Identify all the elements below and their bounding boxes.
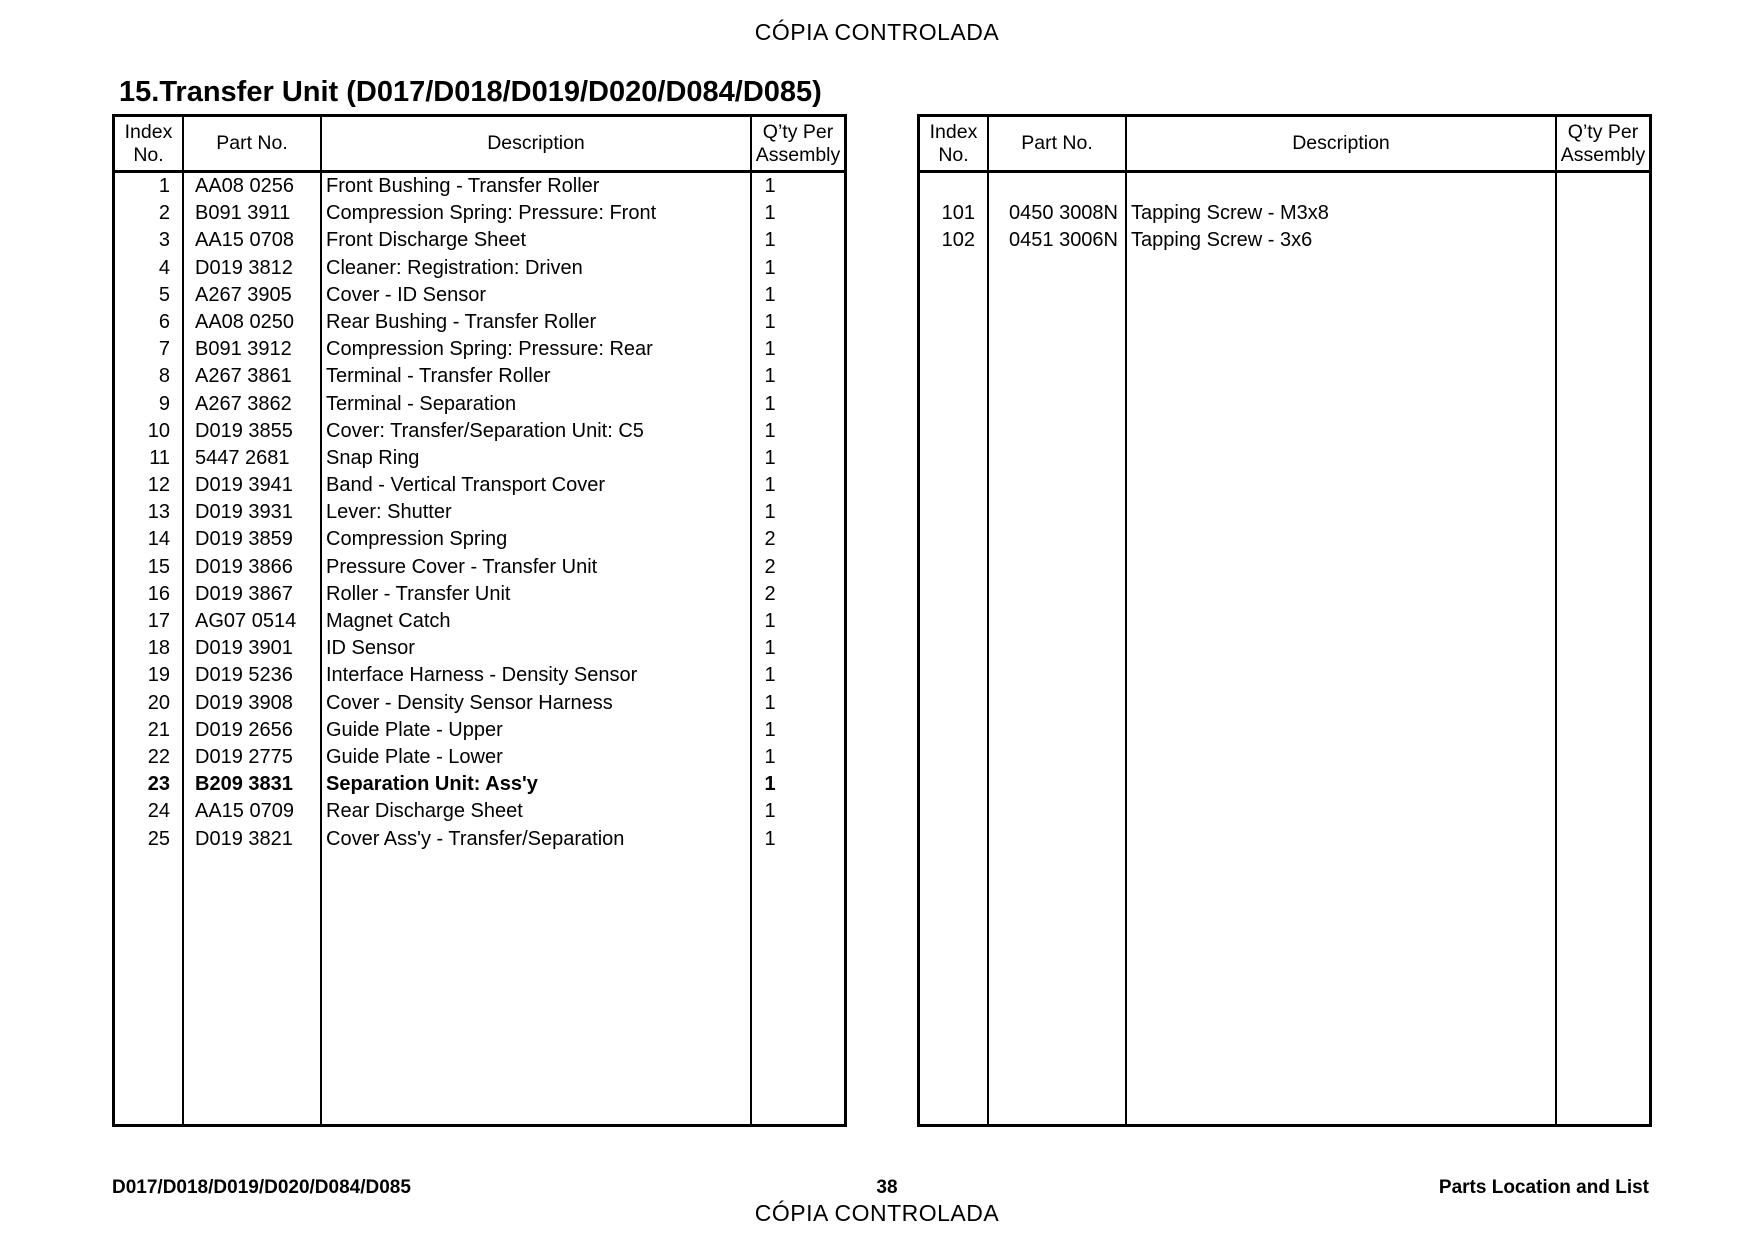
index-cell: 25	[147, 827, 170, 850]
index-cell: 16	[147, 582, 170, 605]
table-row	[115, 227, 844, 254]
table-row	[115, 173, 844, 200]
description-cell: Snap Ring	[326, 446, 420, 469]
table-row	[115, 771, 844, 798]
qty-cell: 1	[764, 773, 776, 796]
table-row	[115, 554, 844, 581]
qty-cell: 1	[764, 745, 776, 768]
description-cell: Terminal - Transfer Roller	[326, 365, 551, 388]
index-cell	[920, 173, 975, 200]
description-cell: Magnet Catch	[326, 610, 451, 632]
description-cell: Front Discharge Sheet	[326, 229, 527, 252]
table-row	[920, 173, 1649, 200]
part-no-cell: AA08 0256	[195, 175, 294, 197]
table-row	[115, 282, 844, 309]
index-cell: 18	[147, 637, 170, 660]
part-no-cell: A267 3862	[195, 392, 292, 415]
table-row	[115, 826, 844, 853]
description-cell: Tapping Screw - M3x8	[1131, 202, 1329, 225]
index-cell: 3	[158, 229, 170, 252]
part-no-cell: 0450 3008N	[1009, 202, 1118, 225]
part-no-cell: AA08 0250	[195, 310, 294, 333]
table-row	[115, 526, 844, 553]
part-no-cell: D019 3908	[195, 691, 293, 714]
table-row	[115, 690, 844, 717]
qty-cell: 1	[764, 365, 776, 388]
part-no-cell: B209 3831	[195, 773, 293, 796]
index-cell: 12	[147, 474, 170, 497]
header-part-no: Part No.	[216, 132, 288, 154]
part-no-cell: D019 3859	[195, 528, 293, 551]
table-header	[115, 117, 844, 173]
part-no-cell: D019 3866	[195, 555, 293, 578]
qty-cell: 1	[764, 827, 776, 850]
part-no-cell: D019 2775	[195, 745, 293, 768]
description-cell: Interface Harness - Density Sensor	[326, 664, 638, 687]
description-cell: Band - Vertical Transport Cover	[326, 474, 606, 497]
part-no-cell: D019 3931	[195, 501, 293, 524]
qty-cell: 1	[764, 800, 776, 823]
qty-cell: 1	[764, 283, 776, 306]
table-row	[920, 227, 1649, 254]
table-row	[115, 391, 844, 418]
table-header	[920, 117, 1649, 173]
description-cell: Pressure Cover - Transfer Unit	[326, 555, 598, 578]
index-cell: 13	[147, 501, 170, 524]
qty-cell: 1	[764, 310, 776, 333]
column-divider	[987, 117, 989, 1124]
index-cell: 15	[147, 555, 170, 578]
column-divider	[1125, 117, 1127, 1124]
footer-models: D017/D018/D019/D020/D084/D085	[112, 1177, 411, 1198]
table-row	[115, 472, 844, 499]
qty-cell: 1	[764, 664, 776, 687]
table-row	[115, 798, 844, 825]
header-qty: Q’ty Per Assembly	[755, 120, 841, 166]
part-no-cell: AG07 0514	[195, 610, 297, 632]
description-cell: Cover: Transfer/Separation Unit: C5	[326, 419, 644, 442]
index-cell: 7	[158, 338, 170, 361]
description-cell: Cleaner: Registration: Driven	[326, 256, 583, 279]
description-cell: Rear Discharge Sheet	[326, 800, 523, 823]
description-cell: Tapping Screw - 3x6	[1131, 229, 1313, 252]
description-cell: Guide Plate - Lower	[326, 745, 503, 768]
qty-cell: 1	[764, 501, 776, 524]
description-cell: Compression Spring: Pressure: Rear	[326, 338, 653, 361]
index-cell: 19	[147, 664, 170, 687]
index-cell: 9	[158, 392, 170, 415]
column-divider	[1555, 117, 1557, 1124]
qty-cell: 1	[764, 392, 776, 415]
part-no-cell: D019 3941	[195, 474, 293, 497]
index-cell: 10	[147, 419, 170, 442]
qty-cell: 2	[764, 555, 776, 578]
qty-cell: 1	[764, 610, 776, 632]
qty-cell: 1	[764, 474, 776, 497]
description-cell: Lever: Shutter	[326, 501, 452, 524]
qty-cell: 1	[764, 446, 776, 469]
qty-cell: 1	[764, 718, 776, 741]
header-index: Index No.	[929, 120, 978, 166]
table-row	[115, 363, 844, 390]
part-no-cell: A267 3861	[195, 365, 292, 388]
table-row	[115, 255, 844, 282]
index-cell: 6	[158, 310, 170, 333]
qty-cell	[1560, 227, 1590, 254]
description-cell: Roller - Transfer Unit	[326, 582, 511, 605]
index-cell: 5	[158, 283, 170, 306]
index-cell: 23	[147, 773, 170, 796]
part-no-cell: D019 3901	[195, 637, 293, 660]
part-no-cell: D019 3855	[195, 419, 293, 442]
index-cell: 22	[147, 745, 170, 768]
table-row	[115, 744, 844, 771]
table-row	[115, 418, 844, 445]
part-no-cell: AA15 0709	[195, 800, 294, 823]
header-part-no: Part No.	[1021, 132, 1093, 154]
part-no-cell	[988, 173, 1118, 200]
parts-table-right	[917, 114, 1652, 1127]
description-cell: Compression Spring	[326, 528, 508, 551]
description-cell: Cover - Density Sensor Harness	[326, 691, 613, 714]
header-description: Description	[1292, 132, 1390, 154]
qty-cell: 1	[764, 419, 776, 442]
header-description: Description	[487, 132, 585, 154]
qty-cell: 1	[764, 229, 776, 252]
qty-cell: 1	[764, 338, 776, 361]
qty-cell: 1	[764, 256, 776, 279]
part-no-cell: AA15 0708	[195, 229, 294, 252]
part-no-cell: B091 3912	[195, 338, 292, 361]
part-no-cell: D019 5236	[195, 664, 293, 687]
part-no-cell: B091 3911	[195, 202, 291, 225]
part-no-cell: 5447 2681	[195, 446, 290, 469]
qty-cell: 1	[764, 691, 776, 714]
table-body	[115, 173, 844, 853]
part-no-cell: D019 3867	[195, 582, 293, 605]
index-cell: 2	[158, 202, 170, 225]
description-cell: Terminal - Separation	[326, 392, 517, 415]
description-cell: Guide Plate - Upper	[326, 718, 503, 741]
description-cell: Compression Spring: Pressure: Front	[326, 202, 657, 225]
qty-cell	[1560, 173, 1590, 200]
table-row	[115, 200, 844, 227]
part-no-cell: 0451 3006N	[1009, 229, 1118, 252]
table-row	[115, 717, 844, 744]
table-row	[920, 200, 1649, 227]
qty-cell: 2	[764, 582, 776, 605]
description-cell: Rear Bushing - Transfer Roller	[326, 310, 597, 333]
header-qty: Q’ty Per Assembly	[1560, 120, 1646, 166]
table-row	[115, 662, 844, 689]
header-index: Index No.	[124, 120, 173, 166]
index-cell: 17	[147, 610, 170, 632]
description-cell: ID Sensor	[326, 637, 415, 660]
index-cell: 14	[147, 528, 170, 551]
part-no-cell: A267 3905	[195, 283, 292, 306]
table-row	[115, 309, 844, 336]
table-body	[920, 173, 1649, 255]
index-cell: 21	[147, 718, 170, 741]
watermark-top: CÓPIA CONTROLADA	[754, 19, 1000, 45]
description-cell: Front Bushing - Transfer Roller	[326, 175, 600, 197]
index-cell: 11	[149, 446, 170, 469]
table-row	[115, 445, 844, 472]
index-cell: 24	[147, 800, 170, 823]
table-row	[115, 608, 844, 635]
qty-cell	[1560, 200, 1590, 227]
index-cell: 4	[158, 256, 170, 279]
index-cell: 102	[941, 229, 975, 252]
qty-cell: 1	[764, 637, 776, 660]
part-no-cell: D019 3812	[195, 256, 293, 279]
table-row	[115, 635, 844, 662]
table-row	[115, 336, 844, 363]
footer-page-number: 38	[876, 1177, 898, 1198]
qty-cell: 1	[764, 175, 776, 197]
qty-cell: 1	[764, 202, 776, 225]
footer-section: Parts Location and List	[1438, 1177, 1649, 1198]
part-no-cell: D019 3821	[195, 827, 293, 850]
description-cell: Cover - ID Sensor	[326, 283, 487, 306]
page-title: 15.Transfer Unit (D017/D018/D019/D020/D084/D085)	[119, 76, 822, 108]
table-row	[115, 581, 844, 608]
table-row	[115, 499, 844, 526]
index-cell: 8	[158, 365, 170, 388]
qty-cell: 2	[764, 528, 776, 551]
index-cell: 1	[158, 175, 170, 197]
part-no-cell: D019 2656	[195, 718, 293, 741]
watermark-bottom: CÓPIA CONTROLADA	[754, 1200, 1000, 1226]
index-cell: 20	[147, 691, 170, 714]
description-cell: Cover Ass'y - Transfer/Separation	[326, 827, 625, 850]
index-cell: 101	[941, 202, 975, 225]
parts-table-left	[112, 114, 847, 1127]
description-cell: Separation Unit: Ass'y	[326, 773, 538, 796]
